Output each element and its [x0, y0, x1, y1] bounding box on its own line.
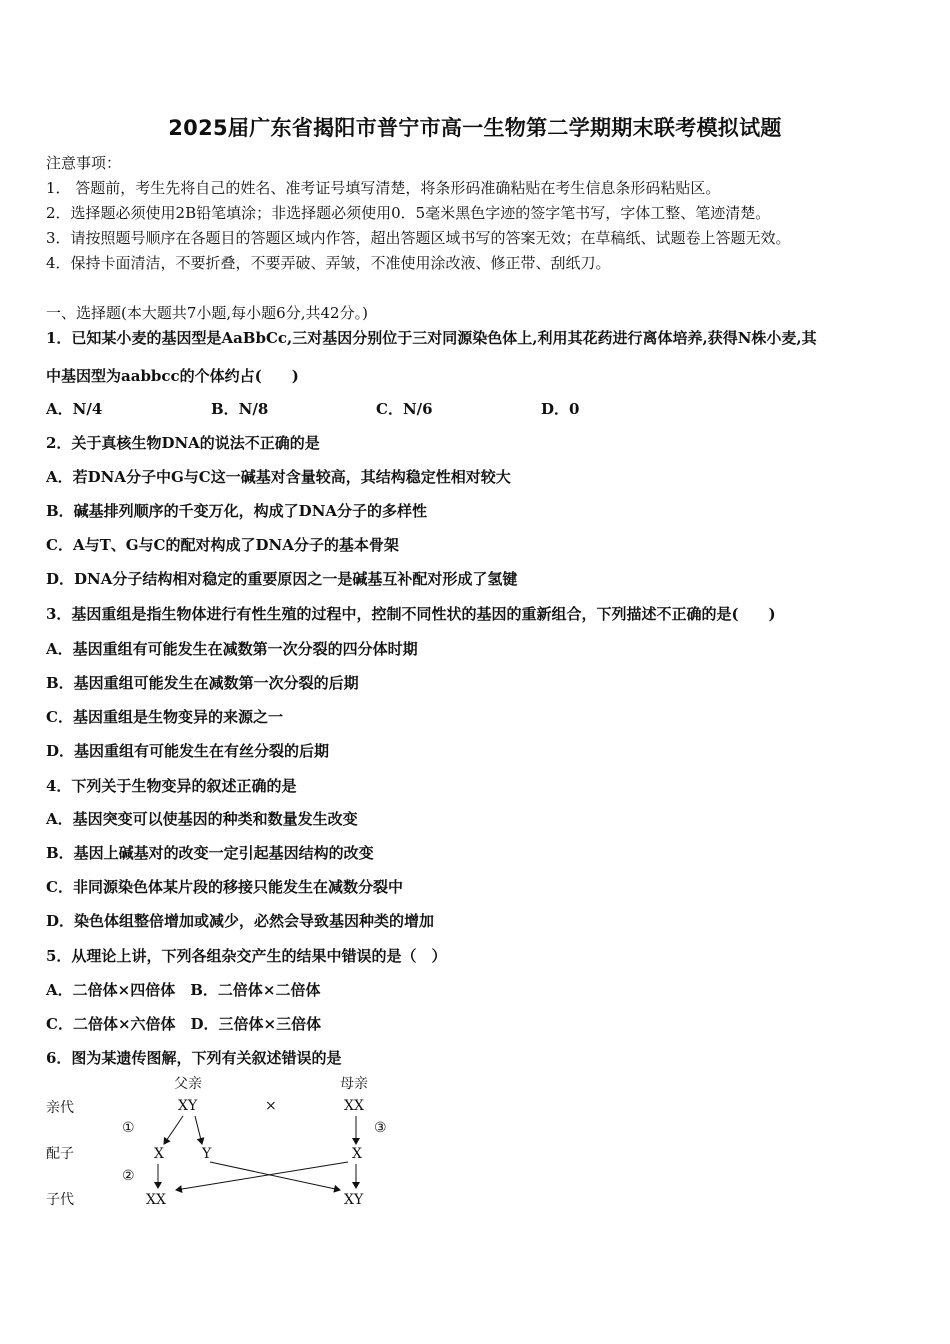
gamete-x-father: X: [154, 1146, 164, 1162]
q1-option-d: D．0: [541, 400, 580, 418]
father-genotype: XY: [178, 1098, 198, 1114]
q3-stem: 3．基因重组是指生物体进行有性生殖的过程中，控制不同性状的基因的重新组合，下列描述不正确的是( ): [46, 605, 776, 623]
father-label: 父亲: [174, 1076, 202, 1092]
gamete-y: Y: [202, 1146, 212, 1162]
q3-option-c: C．基因重组是生物变异的来源之一: [46, 708, 283, 726]
q2-stem: 2．关于真核生物DNA的说法不正确的是: [46, 434, 320, 452]
mark-2: ②: [122, 1168, 135, 1184]
q4-option-b: B．基因上碱基对的改变一定引起基因结构的改变: [46, 844, 374, 862]
page-title: 2025届广东省揭阳市普宁市高一生物第二学期期末联考模拟试题: [168, 116, 782, 140]
arrow-father-y: [195, 1116, 202, 1144]
section-heading: 一、选择题(本大题共7小题,每小题6分,共42分。): [46, 304, 368, 322]
notice-item: 3．请按照题号顺序在各题目的答题区域内作答，超出答题区域书写的答案无效；在草稿纸、试题卷上答题无效。: [46, 229, 791, 247]
q3-option-a: A．基因重组有可能发生在减数第一次分裂的四分体时期: [46, 640, 418, 658]
q3-option-b: B．基因重组可能发生在减数第一次分裂的后期: [46, 674, 359, 692]
q4-option-c: C．非同源染色体某片段的移接只能发生在减数分裂中: [46, 878, 403, 896]
q1-option-c: C．N/6: [376, 400, 433, 418]
cross-symbol: ×: [265, 1098, 277, 1114]
q6-stem: 6．图为某遗传图解，下列有关叙述错误的是: [46, 1049, 342, 1067]
q4-stem: 4．下列关于生物变异的叙述正确的是: [46, 777, 297, 795]
q1-option-b: B．N/8: [211, 400, 269, 418]
notice-item: 4．保持卡面清洁，不要折叠，不要弄破、弄皱，不准使用涂改液、修正带、刮纸刀。: [46, 254, 611, 272]
gamete-x-mother: X: [352, 1146, 362, 1162]
q3-option-d: D．基因重组有可能发生在有丝分裂的后期: [46, 742, 330, 760]
row-label-parent: 亲代: [46, 1100, 74, 1116]
q1-option-a: A．N/4: [46, 400, 103, 418]
mark-3: ③: [374, 1120, 387, 1136]
q1-stem: 1．已知某小麦的基因型是AaBbCc,三对基因分别位于三对同源染色体上,利用其花药进行离体培养,获得N株小麦,其: [46, 329, 817, 347]
q5-stem: 5．从理论上讲，下列各组杂交产生的结果中错误的是（ ）: [46, 947, 447, 965]
q1-options: [46, 398, 579, 419]
row-label-gamete: 配子: [46, 1146, 74, 1162]
inheritance-diagram: [40, 1070, 420, 1220]
mother-label: 母亲: [340, 1076, 368, 1092]
notice-item: 1． 答题前，考生先将自己的姓名、准考证号填写清楚，将条形码准确粘贴在考生信息条形码粘贴区。: [46, 179, 721, 197]
notice-heading: 注意事项：: [46, 154, 122, 172]
q2-option-b: B．碱基排列顺序的千变万化，构成了DNA分子的多样性: [46, 502, 428, 520]
q5-options-row1: A．二倍体×四倍体 B．二倍体×二倍体: [46, 981, 321, 999]
q4-option-d: D．染色体组整倍增加或减少，必然会导致基因种类的增加: [46, 912, 435, 930]
notice-item: 2．选择题必须使用2B铅笔填涂；非选择题必须使用0．5毫米黑色字迹的签字笔书写，字体工整、笔迹清楚。: [46, 204, 771, 222]
offspring-xy: XY: [344, 1192, 364, 1208]
row-label-offspring: 子代: [46, 1192, 74, 1208]
arrow-father-x: [164, 1116, 183, 1144]
q4-option-a: A．基因突变可以使基因的种类和数量发生改变: [46, 810, 358, 828]
mother-genotype: XX: [344, 1098, 364, 1114]
q2-option-c: C．A与T、G与C的配对构成了DNA分子的基本骨架: [46, 536, 399, 554]
q1-stem-cont: 中基因型为aabbcc的个体约占( ): [46, 367, 299, 385]
q2-option-a: A．若DNA分子中G与C这一碱基对含量较高，其结构稳定性相对较大: [46, 468, 511, 486]
mark-1: ①: [122, 1120, 135, 1136]
q5-options-row2: C．二倍体×六倍体 D．三倍体×三倍体: [46, 1015, 322, 1033]
q2-option-d: D．DNA分子结构相对稳定的重要原因之一是碱基互补配对形成了氢键: [46, 570, 518, 588]
offspring-xx: XX: [146, 1192, 166, 1208]
